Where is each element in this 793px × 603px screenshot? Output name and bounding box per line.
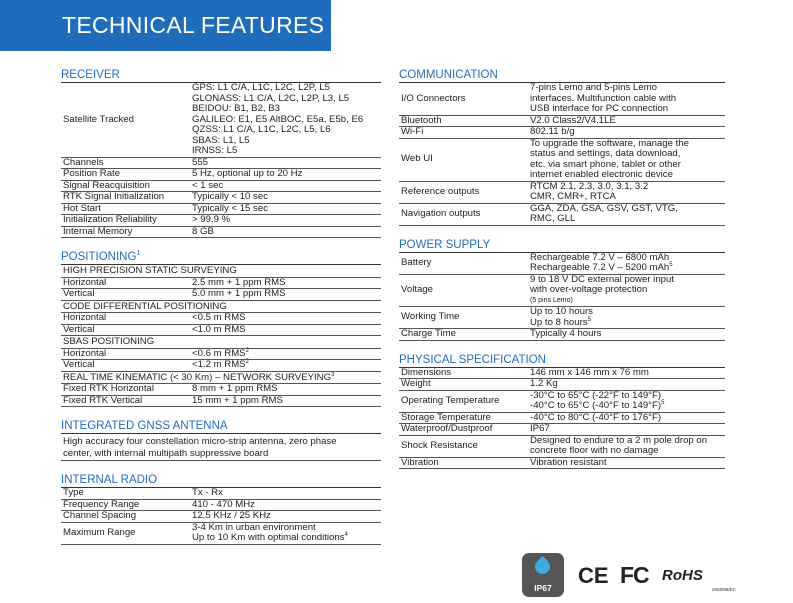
row-label: Bluetooth <box>399 115 528 127</box>
row-label: Web UI <box>399 138 528 181</box>
footnote-mark: 2 <box>245 347 249 354</box>
value-line: RMC, GLL <box>530 213 576 224</box>
row-value: 8 GB <box>190 226 381 238</box>
table-row <box>399 390 725 412</box>
row-label: Dimensions <box>399 368 528 379</box>
communication-title: COMMUNICATION <box>399 68 725 83</box>
table-row <box>61 488 381 499</box>
table-row <box>61 360 381 372</box>
code-diff-subtitle: CODE DIFFERENTIAL POSITIONING <box>61 301 381 314</box>
satellite-label: Satellite Tracked <box>61 83 190 157</box>
table-row <box>399 83 725 115</box>
table-row <box>61 511 381 523</box>
table-row <box>61 203 381 215</box>
table-row <box>399 138 725 181</box>
antenna-description <box>61 434 381 461</box>
row-label: Weight <box>399 379 528 391</box>
table-row <box>61 324 381 336</box>
page-title: TECHNICAL FEATURES <box>62 12 325 38</box>
sbas-table <box>61 349 381 372</box>
value-line: To upgrade the software, manage the <box>530 137 689 149</box>
row-label: Fixed RTK Horizontal <box>61 384 190 395</box>
row-value: V2.0 Class2/V4.1LE <box>528 115 725 127</box>
table-row <box>399 253 725 275</box>
row-value <box>528 203 725 225</box>
value-line: RTCM 2.1, 2.3, 3.0, 3.1, 3.2 <box>530 180 649 192</box>
power-table <box>399 253 725 341</box>
row-label: Channel Spacing <box>61 511 190 523</box>
header-banner <box>0 0 331 51</box>
value-line: CMR, CMR+, RTCA <box>530 191 616 202</box>
row-label: Hot Start <box>61 203 190 215</box>
table-row <box>399 329 725 341</box>
table-row <box>61 349 381 360</box>
list-item: BEIDOU: B1, B2, B3 <box>192 103 280 114</box>
row-label: Horizontal <box>61 278 190 289</box>
list-item: QZSS: L1 C/A, L1C, L2C, L5, L6 <box>192 124 331 135</box>
table-row <box>399 457 725 469</box>
row-value: IP67 <box>528 424 725 436</box>
table-row <box>61 499 381 511</box>
row-value: <1.0 m RMS <box>190 324 381 336</box>
row-value: 12.5 KHz / 25 KHz <box>190 511 381 523</box>
row-value: <0.5 m RMS <box>190 313 381 324</box>
row-label: Channels <box>61 157 190 169</box>
row-value: 146 mm x 146 mm x 76 mm <box>528 368 725 379</box>
row-value: Vibration resistant <box>528 457 725 469</box>
value-line <box>530 263 723 274</box>
value-line: -30°C to 65°C (-22°F to 149°F) <box>530 389 662 401</box>
footnote-mark: 5 <box>661 399 665 406</box>
table-row <box>61 192 381 204</box>
table-row <box>61 180 381 192</box>
row-value: 5 Hz, optional up to 20 Hz <box>190 169 381 181</box>
table-row <box>61 278 381 289</box>
footnote-mark: 5 <box>669 261 673 268</box>
receiver-title: RECEIVER <box>61 68 381 83</box>
value-line: concrete floor with no damage <box>530 445 659 456</box>
list-item: GALILEO: E1, E5 AltBOC, E5a, E5b, E6 <box>192 113 364 125</box>
value-line: USB interface for PC connection <box>530 103 669 114</box>
antenna-line: center, with internal multipath suppressive board <box>63 447 269 459</box>
value-line: 9 to 18 V DC external power input <box>530 273 674 285</box>
row-label: Internal Memory <box>61 226 190 238</box>
ip67-label: IP67 <box>534 583 552 593</box>
table-row <box>61 384 381 395</box>
fc-mark-icon: FC <box>620 562 649 588</box>
row-label: Wi-Fi <box>399 127 528 139</box>
table-row <box>61 313 381 324</box>
receiver-table <box>61 83 381 238</box>
rtk-subtitle-text: REAL TIME KINEMATIC (< 30 Km) – NETWORK SURVEYING <box>63 371 332 383</box>
value-line: 3-4 Km in urban environment <box>192 521 316 533</box>
footnote-mark: 1 <box>136 250 141 258</box>
table-row <box>399 203 725 225</box>
value-text: Up to 8 hours <box>530 316 588 328</box>
table-row <box>61 169 381 181</box>
footnote-mark: 2 <box>245 358 249 365</box>
row-label: Vibration <box>399 457 528 469</box>
row-label: Horizontal <box>61 349 190 360</box>
table-row <box>399 424 725 436</box>
row-value: 15 mm + 1 ppm RMS <box>190 395 381 407</box>
row-value: < 1 sec <box>190 180 381 192</box>
row-label: Type <box>61 488 190 499</box>
row-value <box>190 522 381 544</box>
row-label: Charge Time <box>399 329 528 341</box>
value-line <box>530 401 723 412</box>
row-label: Vertical <box>61 360 190 372</box>
row-label: Signal Reacquisition <box>61 180 190 192</box>
value-line: status and settings, data download, <box>530 148 681 159</box>
positioning-title <box>61 250 381 265</box>
radio-title: INTERNAL RADIO <box>61 473 381 488</box>
table-row <box>61 226 381 238</box>
radio-table <box>61 488 381 545</box>
row-value: 8 mm + 1 ppm RMS <box>190 384 381 395</box>
list-item: SBAS: L1, L5 <box>192 134 250 146</box>
row-value <box>528 253 725 275</box>
table-row <box>61 522 381 544</box>
value-line <box>530 318 723 329</box>
ip67-badge <box>522 553 564 597</box>
row-value: Typically 4 hours <box>528 329 725 341</box>
hp-static-subtitle: HIGH PRECISION STATIC SURVEYING <box>61 265 381 278</box>
value-text: -40°C to 65°C (-40°F to 149°F) <box>530 400 662 411</box>
positioning-title-text: POSITIONING <box>61 251 137 263</box>
row-label: Vertical <box>61 324 190 336</box>
row-value <box>190 349 381 360</box>
table-row <box>61 289 381 301</box>
value-line: etc. via smart phone, tablet or other <box>530 158 681 170</box>
value-text: Up to 10 Km with optimal conditions <box>192 532 345 543</box>
row-value: 802.11 b/g <box>528 127 725 139</box>
row-value: -40°C to 80°C (-40°F to 176°F) <box>528 412 725 424</box>
row-value: > 99.9 % <box>190 215 381 227</box>
physical-title: PHYSICAL SPECIFICATION <box>399 353 725 368</box>
table-row <box>399 412 725 424</box>
row-label: Voltage <box>399 274 528 307</box>
row-value <box>528 307 725 329</box>
row-label: Frequency Range <box>61 499 190 511</box>
row-label: Battery <box>399 253 528 275</box>
row-label: Shock Resistance <box>399 435 528 457</box>
row-value: Typically < 10 sec <box>190 192 381 204</box>
row-label: Position Rate <box>61 169 190 181</box>
row-value <box>190 360 381 372</box>
value-line <box>192 533 379 544</box>
row-label: Initialization Reliability <box>61 215 190 227</box>
footnote-mark: 4 <box>344 531 348 538</box>
table-row <box>399 115 725 127</box>
table-row <box>399 368 725 379</box>
row-value: 2.5 mm + 1 ppm RMS <box>190 278 381 289</box>
row-value <box>528 138 725 181</box>
row-value: 410 - 470 MHz <box>190 499 381 511</box>
value-text: <1.2 m RMS <box>192 359 246 370</box>
row-label: Operating Temperature <box>399 390 528 412</box>
table-row <box>399 274 725 307</box>
list-item: IRNSS: L5 <box>192 145 238 156</box>
power-title: POWER SUPPLY <box>399 238 725 253</box>
value-line: interfaces. Multifunction cable with <box>530 92 677 104</box>
water-drop-icon <box>532 556 553 577</box>
certification-logos <box>522 553 736 599</box>
footnote-mark: 5 <box>587 316 591 323</box>
row-label: Reference outputs <box>399 181 528 203</box>
satellite-list <box>190 83 381 157</box>
value-line: Designed to endure to a 2 m pole drop on <box>530 434 708 446</box>
table-row <box>61 215 381 227</box>
antenna-line: High accuracy four constellation micro-strip antenna, zero phase <box>63 436 337 447</box>
rohs-check-icon: RoHS <box>662 567 703 584</box>
rtk-table <box>61 384 381 407</box>
row-value: 5.0 mm + 1 ppm RMS <box>190 289 381 301</box>
sbas-subtitle: SBAS POSITIONING <box>61 336 381 349</box>
table-row <box>399 307 725 329</box>
value-line: Rechargeable 7.2 V – 6800 mAh <box>530 251 670 263</box>
row-label: Storage Temperature <box>399 412 528 424</box>
ce-mark-icon: CE <box>578 563 609 588</box>
value-line: with over-voltage protection <box>530 284 648 295</box>
value-text: Rechargeable 7.2 V – 5200 mAh <box>530 262 670 273</box>
row-value: Typically < 15 sec <box>190 203 381 215</box>
row-label: RTK Signal Initialization <box>61 192 190 204</box>
value-text: <0.6 m RMS <box>192 347 246 359</box>
row-label: Maximum Range <box>61 522 190 544</box>
row-value <box>528 274 725 307</box>
row-value: Tx - Rx <box>190 488 381 499</box>
value-line: 7-pins Lemo and 5-pins Lemo <box>530 82 657 93</box>
row-label: Navigation outputs <box>399 203 528 225</box>
row-label: Vertical <box>61 289 190 301</box>
row-label: Horizontal <box>61 313 190 324</box>
value-line: GGA, ZDA, GSA, GSV, GST, VTG, <box>530 202 678 214</box>
table-row <box>61 157 381 169</box>
row-value <box>528 181 725 203</box>
left-column <box>61 68 381 545</box>
row-label: Working Time <box>399 307 528 329</box>
list-item: GLONASS: L1 C/A, L2C, L2P, L3, L5 <box>192 92 350 104</box>
table-row <box>399 181 725 203</box>
rohs-directive: 2002/95/EC <box>712 587 736 592</box>
row-value <box>528 390 725 412</box>
communication-table <box>399 83 725 226</box>
value-note: (5 pins Lemo) <box>530 296 573 304</box>
value-line: internet enabled electronic device <box>530 169 673 180</box>
physical-table <box>399 368 725 470</box>
footnote-mark: 3 <box>331 371 335 378</box>
table-row <box>399 379 725 391</box>
table-row <box>399 435 725 457</box>
right-column <box>399 68 725 469</box>
table-row <box>61 83 381 157</box>
row-label: Waterproof/Dustproof <box>399 424 528 436</box>
list-item: GPS: L1 C/A, L1C, L2C, L2P, L5 <box>192 82 330 93</box>
table-row <box>399 127 725 139</box>
row-value <box>528 83 725 115</box>
table-row <box>61 395 381 407</box>
code-diff-table <box>61 313 381 336</box>
antenna-title: INTEGRATED GNSS ANTENNA <box>61 419 381 434</box>
hp-static-table <box>61 278 381 301</box>
row-label: Fixed RTK Vertical <box>61 395 190 407</box>
value-line: Up to 10 hours <box>530 306 593 317</box>
row-value: 1.2 Kg <box>528 379 725 391</box>
row-value <box>528 435 725 457</box>
row-label: I/O Connectors <box>399 83 528 115</box>
row-value: 555 <box>190 157 381 169</box>
